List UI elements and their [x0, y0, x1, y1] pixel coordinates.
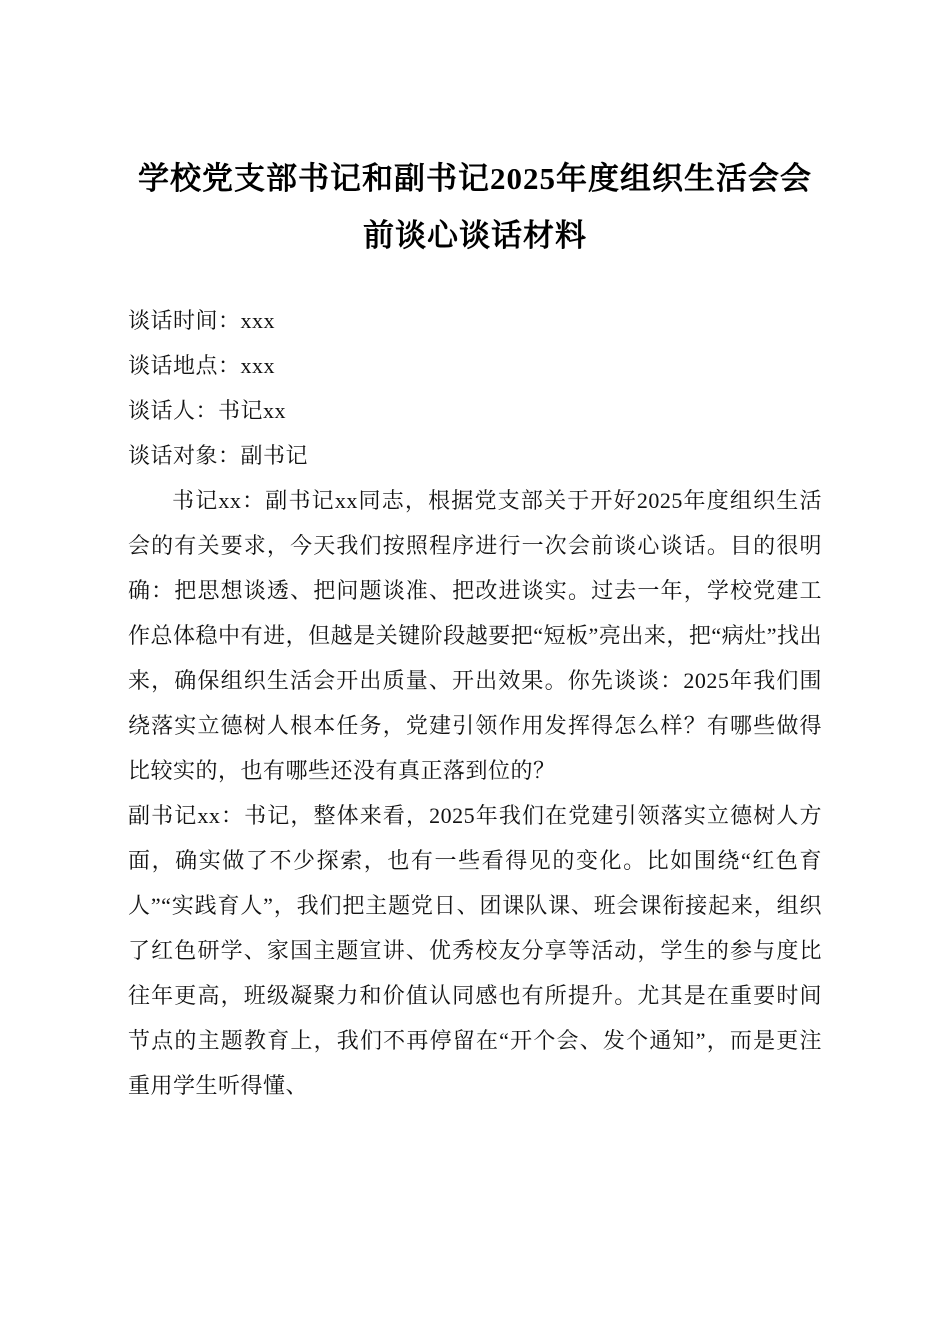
paragraph-secretary-remarks: 书记xx：副书记xx同志，根据党支部关于开好2025年度组织生活会的有关要求，今天我们按照程序进行一次会前谈心谈话。目的很明确：把思想谈透、把问题谈准、把改进谈实。过去一年，学校党建工作总体稳中有进，但越是关键阶段越要把“短板”亮出来，把“病灶”找出来，确保组织生活会开出质量、开出效果。你先谈谈：2025年我们围绕落实立德树人根本任务，党建引领作用发挥得怎么样？有哪些做得比较实的，也有哪些还没有真正落到位的？: [128, 488, 822, 783]
meta-line-location: 谈话地点：xxx: [128, 353, 276, 378]
meta-line-time: 谈话时间：xxx: [128, 308, 276, 333]
paragraph-deputy-secretary-remarks: 副书记xx：书记，整体来看，2025年我们在党建引领落实立德树人方面，确实做了不少探索，也有一些看得见的变化。比如围绕“红色育人”“实践育人”，我们把主题党日、团课队课、班会课衔接起来，组织了红色研学、家国主题宣讲、优秀校友分享等活动，学生的参与度比往年更高，班级凝聚力和价值认同感也有所提升。尤其是在重要时间节点的主题教育上，我们不再停留在“开个会、发个通知”，而是更注重用学生听得懂、: [128, 803, 822, 1098]
document-title: 学校党支部书记和副书记2025年度组织生活会会前谈心谈话材料: [138, 161, 812, 253]
meta-line-speaker: 谈话人：书记xx: [128, 398, 287, 423]
meta-line-target: 谈话对象：副书记: [128, 443, 309, 468]
